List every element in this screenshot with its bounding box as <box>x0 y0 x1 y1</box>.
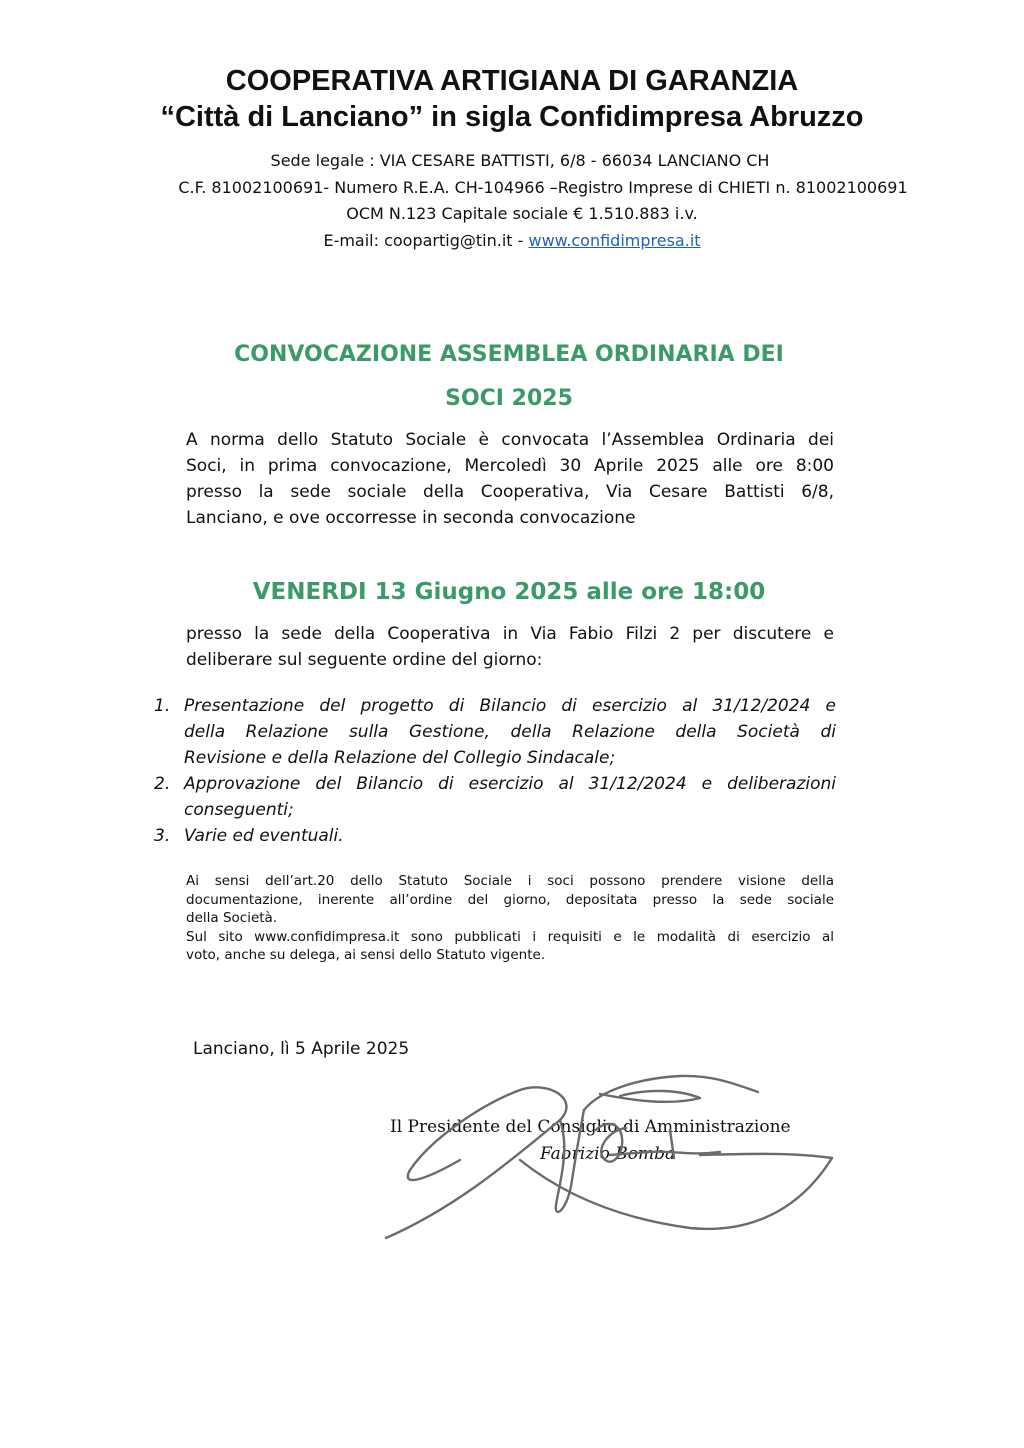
agenda-number: 3. <box>154 826 171 846</box>
intro-line: Lanciano, e ove occorresse in seconda convocazione <box>186 508 636 528</box>
note-line: voto, anche su delega, ai sensi dello Statuto vigente. <box>186 947 546 963</box>
agenda-line: Revisione e della Relazione del Collegio Sindacale; <box>184 748 616 768</box>
agenda-line: Presentazione del progetto di Bilancio di esercizio al 31/12/2024 e <box>184 696 836 716</box>
intro-line: presso la sede sociale della Cooperativa, Via Cesare Battisti 6/8, <box>186 482 834 502</box>
tax-registration: C.F. 81002100691- Numero R.E.A. CH-104966 –Registro Imprese di CHIETI n. 81002100691 <box>178 178 908 197</box>
place-date: Lanciano, lì 5 Aprile 2025 <box>193 1039 410 1059</box>
registered-office: Sede legale : VIA CESARE BATTISTI, 6/8 - 66034 LANCIANO CH <box>270 151 770 170</box>
website-link[interactable]: www.confidimpresa.it <box>528 231 701 250</box>
handwritten-signature-icon <box>370 1060 850 1260</box>
capital-info: OCM N.123 Capitale sociale € 1.510.883 i.v. <box>346 204 698 223</box>
intro-line: Soci, in prima convocazione, Mercoledì 30 Aprile 2025 alle ore 8:00 <box>186 456 834 476</box>
document-title-year: SOCI 2025 <box>445 386 573 411</box>
company-subtitle: “Città di Lanciano” in sigla Confidimpresa Abruzzo <box>160 101 864 133</box>
agenda-item <box>150 771 836 823</box>
contact-line <box>0 231 1024 251</box>
note-line: Ai sensi dell’art.20 dello Statuto Sociale i soci possono prendere visione della <box>186 873 834 889</box>
intro-paragraph <box>186 427 834 531</box>
second-call-date: VENERDI 13 Giugno 2025 alle ore 18:00 <box>252 579 766 605</box>
note-line: Sul sito www.confidimpresa.it sono pubblicati i requisiti e le modalità di esercizio al <box>186 928 834 945</box>
legal-note <box>186 872 834 965</box>
note-line: documentazione, inerente all’ordine del giorno, depositata presso la sede sociale <box>186 891 834 908</box>
agenda-list <box>150 693 836 849</box>
president-name: Fabrizio Bomba <box>540 1144 676 1164</box>
second-line: deliberare sul seguente ordine del giorno: <box>186 650 543 670</box>
agenda-line: conseguenti; <box>184 800 294 820</box>
agenda-line: Varie ed eventuali. <box>184 826 344 846</box>
second-call-paragraph <box>186 621 834 673</box>
note-line: della Società. <box>186 910 278 926</box>
company-name: COOPERATIVA ARTIGIANA DI GARANZIA <box>225 65 799 97</box>
agenda-line: Approvazione del Bilancio di esercizio al 31/12/2024 e deliberazioni <box>184 774 836 794</box>
email-text: E-mail: coopartig@tin.it - <box>323 231 529 250</box>
president-title: Il Presidente del Consiglio di Amministrazione <box>390 1117 791 1137</box>
document-title: CONVOCAZIONE ASSEMBLEA ORDINARIA DEI <box>234 342 784 367</box>
agenda-item <box>150 693 836 771</box>
agenda-number: 2. <box>154 774 171 794</box>
agenda-item <box>150 823 836 849</box>
agenda-number: 1. <box>154 696 171 716</box>
agenda-line: della Relazione sulla Gestione, della Relazione della Società di <box>184 722 836 742</box>
second-line: presso la sede della Cooperativa in Via Fabio Filzi 2 per discutere e <box>186 624 834 644</box>
intro-line: A norma dello Statuto Sociale è convocata l’Assemblea Ordinaria dei <box>186 430 834 450</box>
